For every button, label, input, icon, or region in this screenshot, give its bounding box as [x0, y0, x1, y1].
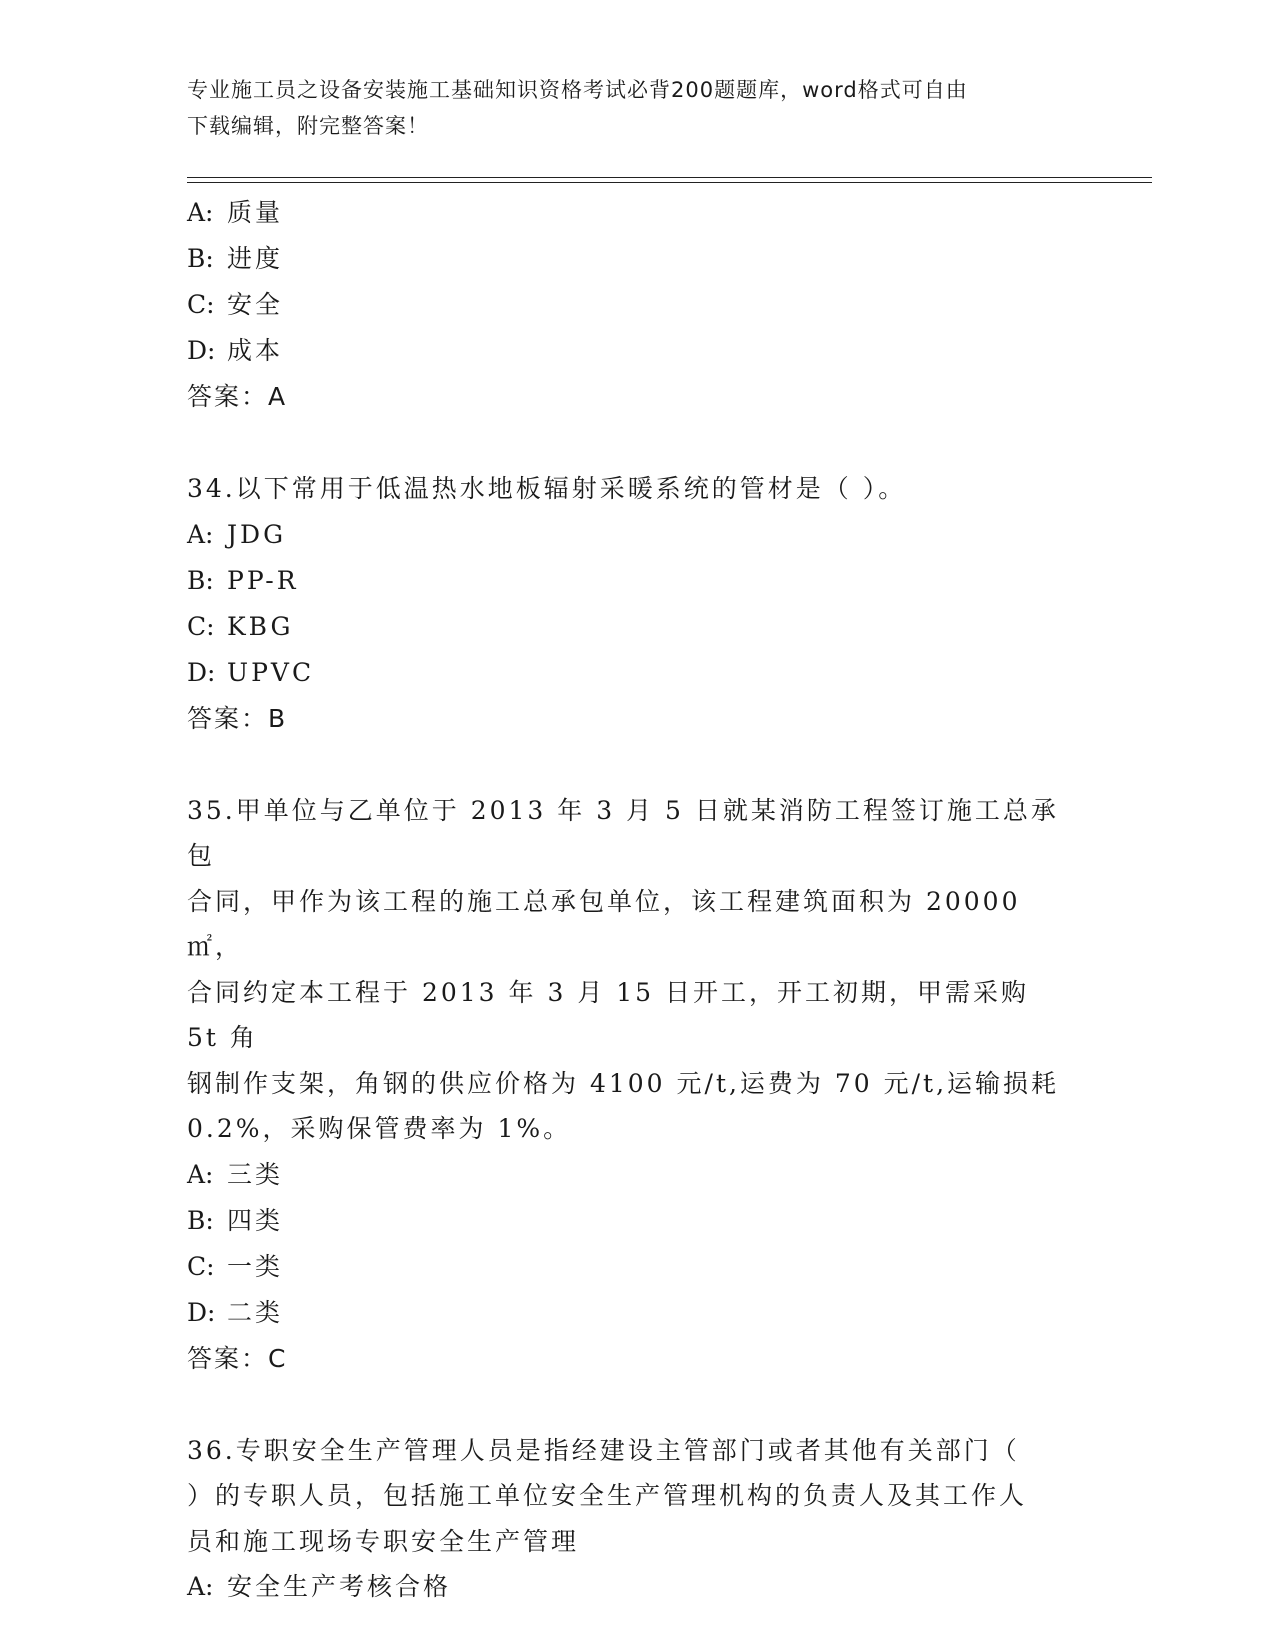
option-text: 进度: [227, 244, 284, 273]
question-35: [187, 788, 1087, 1382]
question-text: 34.以下常用于低温热水地板辐射采暖系统的管材是（ ）。: [187, 474, 907, 503]
option-key: A:: [187, 519, 214, 549]
option-text: UPVC: [227, 657, 315, 687]
option-text: 质量: [227, 198, 284, 227]
option-c: [187, 604, 1087, 650]
option-text: 二类: [227, 1297, 284, 1327]
option-d: [187, 1290, 1087, 1336]
question-text-line: 合同，甲作为该工程的施工总承包单位，该工程建筑面积为 20000㎡，: [187, 886, 1021, 961]
question-text-line: 钢制作支架，角钢的供应价格为 4100 元/t,运费为 70 元/t,运输损耗: [187, 1068, 1060, 1098]
answer-line: 答案：C: [187, 1343, 288, 1373]
header-line-2: 下载编辑，附完整答案！: [187, 114, 429, 138]
option-c: [187, 1244, 1087, 1290]
option-key: B:: [187, 565, 214, 595]
option-key: D:: [187, 1297, 216, 1327]
option-a: [187, 512, 1087, 558]
question-text: [187, 788, 1067, 1152]
spacer: [187, 420, 1087, 466]
header-divider-bottom: [187, 182, 1152, 183]
question-text-line: ）的专职人员，包括施工单位安全生产管理机构的负责人及其工作人: [187, 1481, 1028, 1510]
answer-line: 答案：A: [187, 382, 288, 411]
document-header: [187, 72, 1067, 144]
option-text: JDG: [227, 519, 287, 549]
question-text-line: 合同约定本工程于 2013 年 3 月 15 日开工，开工初期，甲需采购 5t 角: [187, 977, 1030, 1052]
option-a: [187, 1564, 1087, 1610]
header-divider-top: [187, 177, 1152, 178]
option-c: [187, 282, 1087, 328]
option-b: [187, 1198, 1087, 1244]
option-text: 四类: [227, 1205, 284, 1235]
option-key: B:: [187, 1205, 214, 1235]
option-a: [187, 1152, 1087, 1198]
option-key: D:: [187, 657, 216, 687]
option-key: C:: [187, 1251, 215, 1281]
option-text: 一类: [227, 1251, 284, 1281]
question-text-line: 0.2%，采购保管费率为 1%。: [187, 1114, 572, 1143]
option-key: A:: [187, 198, 214, 227]
answer-line: 答案：B: [187, 703, 288, 733]
question-text-line: 36.专职安全生产管理人员是指经建设主管部门或者其他有关部门（: [187, 1435, 1020, 1465]
option-text: PP-R: [227, 565, 299, 595]
option-text: 三类: [227, 1159, 284, 1189]
option-text: KBG: [227, 611, 294, 641]
option-key: A:: [187, 1572, 214, 1601]
spacer: [187, 1382, 1087, 1428]
question-33: [187, 190, 1087, 420]
option-key: B:: [187, 244, 214, 273]
question-34: [187, 466, 1087, 742]
option-key: D:: [187, 336, 216, 365]
option-b: [187, 558, 1087, 604]
question-text-line: 员和施工现场专职安全生产管理: [187, 1526, 580, 1556]
option-b: [187, 236, 1087, 282]
question-text-line: 35.甲单位与乙单位于 2013 年 3 月 5 日就某消防工程签订施工总承包: [187, 795, 1059, 870]
spacer: [187, 742, 1087, 788]
option-d: [187, 650, 1087, 696]
question-content: [187, 190, 1087, 1610]
option-key: C:: [187, 611, 215, 641]
option-a: [187, 190, 1087, 236]
option-key: C:: [187, 290, 215, 319]
option-text: 成本: [227, 336, 284, 365]
question-36: [187, 1428, 1087, 1611]
question-text: [187, 1428, 1067, 1565]
option-text: 安全生产考核合格: [227, 1572, 452, 1601]
option-key: A:: [187, 1159, 214, 1189]
option-text: 安全: [227, 290, 284, 319]
option-d: [187, 328, 1087, 374]
header-line-1: 专业施工员之设备安装施工基础知识资格考试必背200题题库，word格式可自由: [187, 78, 968, 102]
